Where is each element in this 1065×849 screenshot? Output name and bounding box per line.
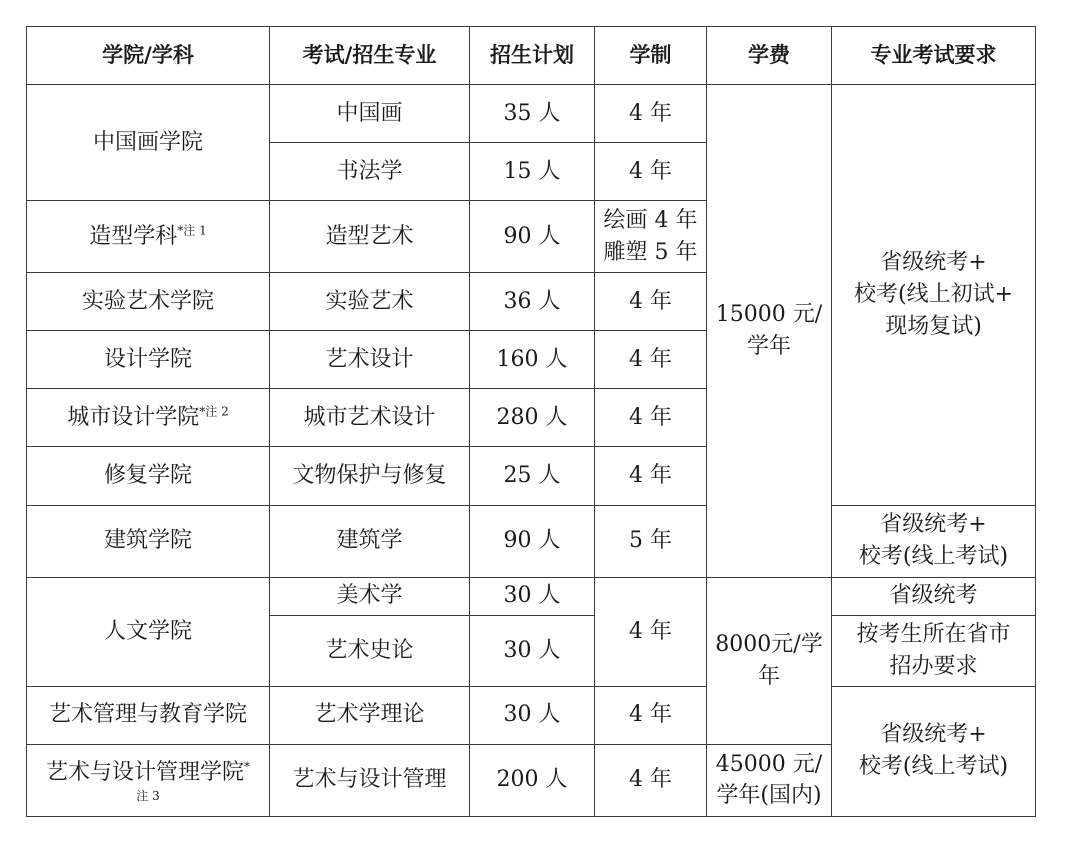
- table-row: [27, 505, 1036, 577]
- header-cell: 考试/招生专业: [270, 27, 470, 85]
- header-cell: 学费: [707, 27, 832, 85]
- years-line: 雕塑 5 年: [603, 239, 698, 265]
- plan-cell: 160 人: [470, 331, 595, 389]
- plan-cell: 280 人: [470, 389, 595, 447]
- years-cell: 5 年: [595, 505, 707, 577]
- plan-cell: 35 人: [470, 85, 595, 143]
- fee-line: 8000元/学: [715, 631, 823, 657]
- requirement-line: 按考生所在省市: [856, 621, 1011, 647]
- plan-cell: 30 人: [470, 615, 595, 686]
- years-cell: 4 年: [595, 85, 707, 143]
- college-cell: 修复学院: [27, 447, 270, 505]
- requirement-line: 校考(线上初试+: [853, 281, 1014, 307]
- requirement-line: 招办要求: [889, 653, 978, 679]
- header-cell: 专业考试要求: [832, 27, 1036, 85]
- major-cell: 建筑学: [270, 505, 470, 577]
- college-cell: [27, 389, 270, 447]
- requirement-line: 校考(线上考试): [858, 544, 1009, 570]
- major-cell: 实验艺术: [270, 273, 470, 331]
- requirement-cell: [832, 686, 1036, 816]
- footnote-marker: 注 3: [136, 789, 160, 804]
- college-cell: [27, 744, 270, 816]
- footnote-marker: *: [244, 759, 250, 774]
- footnote-marker: *注 2: [199, 404, 229, 419]
- years-cell: 4 年: [595, 686, 707, 744]
- years-cell: 4 年: [595, 389, 707, 447]
- requirement-line: 省级统考+: [880, 722, 987, 748]
- college-name: 造型学科: [89, 223, 178, 249]
- major-cell: 艺术与设计管理: [270, 744, 470, 816]
- header-cell: 学院/学科: [27, 27, 270, 85]
- requirement-cell: [832, 85, 1036, 505]
- plan-cell: 90 人: [470, 505, 595, 577]
- requirement-cell: 省级统考: [832, 577, 1036, 615]
- years-cell: 4 年: [595, 143, 707, 201]
- plan-cell: 200 人: [470, 744, 595, 816]
- fee-line: 学年: [746, 333, 791, 359]
- years-cell: 4 年: [595, 744, 707, 816]
- plan-cell: 36 人: [470, 273, 595, 331]
- requirement-line: 校考(线上考试): [858, 754, 1009, 780]
- years-cell: 4 年: [595, 273, 707, 331]
- years-cell: [595, 201, 707, 273]
- header-cell: 招生计划: [470, 27, 595, 85]
- admissions-table: [26, 26, 1036, 817]
- requirement-cell: [832, 505, 1036, 577]
- major-cell: 书法学: [270, 143, 470, 201]
- plan-cell: 15 人: [470, 143, 595, 201]
- college-cell: 中国画学院: [27, 85, 270, 201]
- plan-cell: 90 人: [470, 201, 595, 273]
- table-row: [27, 577, 1036, 615]
- fee-cell: [707, 85, 832, 578]
- fee-line: 年: [757, 663, 780, 689]
- plan-cell: 30 人: [470, 686, 595, 744]
- college-cell: 实验艺术学院: [27, 273, 270, 331]
- college-name: 城市设计学院: [67, 404, 200, 430]
- requirement-line: 省级统考+: [880, 249, 987, 275]
- table-row: [27, 85, 1036, 143]
- major-cell: 艺术设计: [270, 331, 470, 389]
- plan-cell: 25 人: [470, 447, 595, 505]
- years-line: 绘画 4 年: [603, 207, 698, 233]
- header-row: [27, 27, 1036, 85]
- college-cell: 艺术管理与教育学院: [27, 686, 270, 744]
- header-cell: 学制: [595, 27, 707, 85]
- fee-cell: [707, 744, 832, 816]
- fee-line: 学年(国内): [716, 783, 822, 809]
- fee-line: 45000 元/: [715, 751, 823, 777]
- college-cell: 设计学院: [27, 331, 270, 389]
- major-cell: 文物保护与修复: [270, 447, 470, 505]
- requirement-cell: [832, 615, 1036, 686]
- college-cell: [27, 201, 270, 273]
- major-cell: 中国画: [270, 85, 470, 143]
- major-cell: 造型艺术: [270, 201, 470, 273]
- college-cell: 建筑学院: [27, 505, 270, 577]
- major-cell: 艺术学理论: [270, 686, 470, 744]
- college-cell: 人文学院: [27, 577, 270, 686]
- college-name: 艺术与设计管理学院: [45, 760, 244, 786]
- major-cell: 美术学: [270, 577, 470, 615]
- table-row: [27, 686, 1036, 744]
- fee-line: 15000 元/: [715, 301, 823, 327]
- years-cell: 4 年: [595, 577, 707, 686]
- fee-cell: [707, 577, 832, 744]
- major-cell: 艺术史论: [270, 615, 470, 686]
- years-cell: 4 年: [595, 447, 707, 505]
- requirement-line: 省级统考+: [880, 512, 987, 538]
- years-cell: 4 年: [595, 331, 707, 389]
- major-cell: 城市艺术设计: [270, 389, 470, 447]
- plan-cell: 30 人: [470, 577, 595, 615]
- requirement-line: 现场复试): [885, 313, 982, 339]
- footnote-marker: *注 1: [177, 223, 207, 238]
